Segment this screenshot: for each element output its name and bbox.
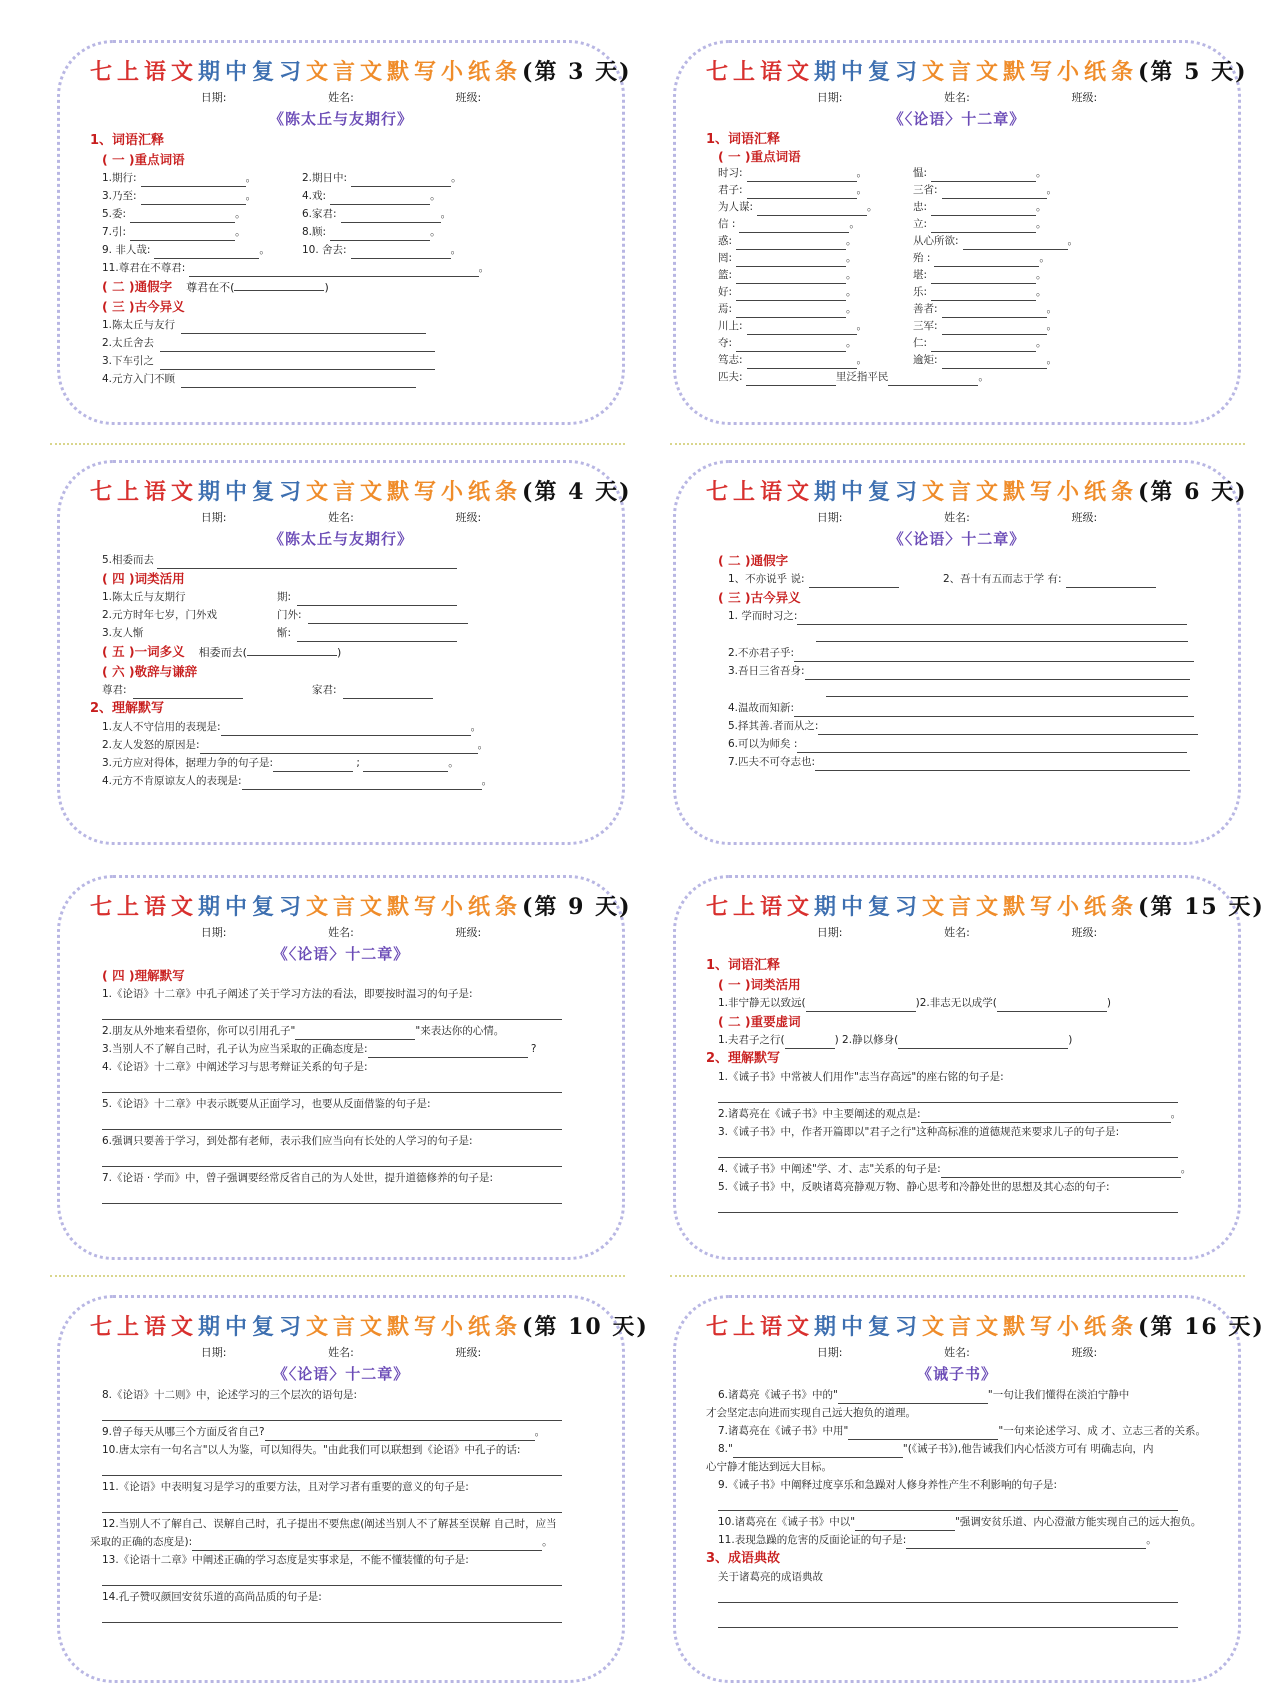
answer-blank[interactable] [818, 721, 1198, 735]
class-label[interactable]: 班级: [455, 926, 482, 939]
answer-blank[interactable] [242, 776, 482, 790]
answer-blank[interactable] [736, 237, 846, 250]
card-day-15 [673, 875, 1265, 1260]
list-item: 川上: 。 三军: 。 [706, 318, 1208, 335]
answer-blank[interactable] [154, 245, 259, 259]
answer-line[interactable] [102, 1005, 562, 1020]
answer-line[interactable] [718, 1588, 1178, 1603]
list-item: 2.太丘舍去 [90, 334, 592, 352]
answer-blank[interactable] [160, 338, 435, 352]
answer-blank[interactable] [931, 169, 1036, 182]
name-label[interactable]: 姓名: [328, 91, 354, 104]
answer-line[interactable] [718, 1198, 1178, 1213]
list-item: 10.诸葛亮在《诫子书》中以" "强调安贫乐道、内心澄澈方能实现自己的远大抱负。 [706, 1513, 1208, 1531]
name-label[interactable]: 姓名: [944, 511, 970, 524]
list-item: 7.《论语 · 学而》中，曾子强调要经常反省自己的为人处世，提升道德修养的句子是: [102, 1172, 494, 1184]
date-label[interactable]: 日期: [200, 511, 227, 524]
date-label[interactable]: 日期: [200, 1346, 227, 1359]
answer-line[interactable] [102, 1406, 562, 1421]
answer-blank[interactable] [297, 592, 457, 606]
list-item: 3.吾日三省吾身: [706, 662, 1208, 680]
list-item: 3.元方应对得体，据理力争的句子是: ; 。 [90, 754, 592, 772]
answer-blank[interactable] [1066, 574, 1156, 588]
list-item: 3.下车引之 [90, 352, 592, 370]
answer-blank[interactable] [273, 758, 353, 772]
answer-blank[interactable] [797, 611, 1187, 625]
answer-blank[interactable] [181, 320, 426, 334]
answer-line[interactable] [718, 1613, 1178, 1628]
list-item: 夺: 。 仁: 。 [706, 335, 1208, 352]
list-item: 6.可以为师矣 : [706, 735, 1208, 753]
list-item: 14.孔子赞叹颜回安贫乐道的高尚品质的句子是: [102, 1591, 322, 1603]
answer-blank[interactable] [739, 220, 849, 233]
card-subtitle: 《〈论语〉十二章》 [888, 110, 1026, 128]
list-item: 时习: 。 愠: 。 [706, 165, 1208, 182]
answer-blank[interactable] [341, 209, 441, 223]
subsection-heading: ( 二 )重要虚词 [718, 1014, 801, 1029]
answer-blank[interactable] [747, 169, 857, 182]
list-item: 6.强调只要善于学习，到处都有老师，表示我们应当向有长处的人学习的句子是: [102, 1135, 473, 1147]
class-label[interactable]: 班级: [1071, 1346, 1098, 1359]
info-header [90, 509, 592, 527]
list-item: 9.曾子每天从哪三个方面反省自己? 。 [90, 1423, 592, 1441]
answer-blank[interactable] [942, 186, 1047, 199]
answer-blank[interactable] [234, 278, 324, 291]
card-subtitle: 《〈论语〉十二章》 [272, 1365, 410, 1383]
list-item: 5.相委而去 [90, 551, 592, 569]
answer-blank[interactable] [838, 1390, 988, 1404]
date-label[interactable]: 日期: [816, 511, 843, 524]
subsection-heading: ( 三 )古今异义 [102, 299, 185, 314]
card-day-6 [673, 460, 1248, 845]
card-day-10 [57, 1295, 649, 1683]
subsection-heading: ( 六 )敬辞与谦辞 [102, 664, 198, 679]
answer-blank[interactable] [160, 356, 435, 370]
list-item: 11.表现急躁的危害的反面论证的句子是: 。 [706, 1531, 1208, 1549]
answer-blank[interactable] [747, 322, 857, 335]
list-item: 1. 学而时习之: [706, 607, 1208, 625]
subsection-heading: ( 一 )重点词语 [718, 149, 801, 164]
list-item: 篮: 。 堪: 。 [706, 267, 1208, 284]
card-title: 七上语文期中复习文言文默写小纸条(第 6 天) [706, 479, 1248, 505]
answer-blank[interactable] [297, 628, 457, 642]
card-title: 七上语文期中复习文言文默写小纸条(第 5 天) [706, 59, 1248, 85]
answer-blank[interactable] [931, 220, 1036, 233]
list-item: 1、不亦说乎 说: 2、吾十有五而志于学 有: [706, 570, 1208, 588]
list-item: 2.不亦君子乎: [706, 644, 1208, 662]
list-item: 3.当别人不了解自己时，孔子认为应当采取的正确态度是: ? [90, 1040, 592, 1058]
card-day-16 [673, 1295, 1265, 1683]
answer-blank[interactable] [997, 998, 1107, 1012]
answer-blank[interactable] [805, 666, 1190, 680]
card-subtitle: 《诫子书》 [916, 1365, 997, 1383]
answer-line[interactable] [718, 1088, 1178, 1103]
list-item: 匹夫: 里泛指平民 。 [706, 369, 1208, 386]
answer-blank[interactable] [330, 227, 430, 241]
answer-blank[interactable] [736, 305, 846, 318]
list-item: 10.唐太宗有一句名言"以人为鉴，可以知得失。"由此我们可以联想到《论语》中孔子的话: [102, 1444, 521, 1456]
separator [50, 443, 625, 445]
card-subtitle: 《〈论语〉十二章》 [888, 530, 1026, 548]
answer-blank[interactable] [941, 1164, 1181, 1178]
list-item: 笃志: 。 逾矩: 。 [706, 352, 1208, 369]
answer-blank[interactable] [133, 685, 243, 699]
list-item: 8." "(《诫子书》),他告诫我们内心恬淡方可有 明确志向，内 [706, 1440, 1208, 1458]
answer-blank[interactable] [855, 1517, 955, 1531]
subsection-heading: ( 四 )词类活用 [102, 571, 185, 586]
answer-blank[interactable] [736, 271, 846, 284]
separator [670, 1275, 1245, 1277]
list-item: 心宁静才能达到远大目标。 [706, 1461, 832, 1473]
section-heading: 1、词语汇释 [706, 132, 781, 147]
answer-line[interactable] [718, 1496, 1178, 1511]
section-heading: 2、理解默写 [90, 701, 165, 716]
list-item: 6.诸葛亮《诫子书》中的" "一句让我们懂得在淡泊宁静中 [706, 1386, 1208, 1404]
list-item: 12.当别人不了解自己、误解自己时，孔子提出不要焦虑(阐述当别人不了解甚至误解 自己时，应当 [102, 1518, 557, 1530]
list-item: 9.《诫子书》中阐释过度享乐和急躁对人修身养性产生不利影响的句子是: [718, 1479, 1058, 1491]
answer-line[interactable] [102, 1498, 562, 1513]
answer-blank[interactable] [736, 254, 846, 267]
list-item: 4.元方不肯原谅友人的表现是: 。 [90, 772, 592, 790]
list-item: 11.《论语》中表明复习是学习的重要方法，且对学习者有重要的意义的句子是: [102, 1481, 469, 1493]
answer-blank[interactable] [942, 356, 1047, 369]
section-heading: 3、成语典故 [706, 1551, 781, 1566]
answer-line[interactable] [102, 1461, 562, 1476]
subsection-heading: ( 二 )通假字 尊君在不( ) [102, 279, 329, 294]
list-item: 7.匹夫不可夺志也: [706, 753, 1208, 771]
subsection-heading: ( 一 )词类活用 [718, 977, 801, 992]
info-header [706, 924, 1208, 942]
subsection-heading: ( 五 )一词多义 相委而去( ) [102, 644, 342, 659]
separator [50, 1275, 625, 1277]
card-title: 七上语文期中复习文言文默写小纸条(第 10 天) [90, 1314, 649, 1340]
list-item: 7.诸葛亮在《诫子书》中用" "一句来论述学习、成 才、立志三者的关系。 [706, 1422, 1208, 1440]
list-item: 1.夫君子之行( ) 2.静以修身( ) [706, 1031, 1208, 1049]
subsection-heading: ( 二 )通假字 [718, 553, 789, 568]
name-label[interactable]: 姓名: [944, 926, 970, 939]
answer-line[interactable] [102, 1189, 562, 1204]
answer-blank[interactable] [746, 372, 836, 386]
answer-line[interactable] [102, 1152, 562, 1167]
list-item: 4.元方入门不顾 [90, 370, 592, 388]
list-item: 好: 。 乐: 。 [706, 284, 1208, 301]
section-heading: 1、词语汇释 [706, 958, 781, 973]
answer-blank[interactable] [368, 1044, 528, 1058]
list-item: 4.《论语》十二章》中阐述学习与思考辩证关系的句子是: [102, 1061, 368, 1073]
list-item: 4.《诫子书》中阐述"学、才、志"关系的句子是: 。 [706, 1160, 1208, 1178]
answer-blank[interactable] [363, 758, 448, 772]
answer-blank[interactable] [130, 209, 235, 223]
info-header [90, 924, 592, 942]
list-item: 8.《论语》十二则》中，论述学习的三个层次的语句是: [102, 1389, 358, 1401]
list-item: 1.友人不守信用的表现是: 。 [90, 718, 592, 736]
list-item: 尊君: 家君: [90, 681, 592, 699]
list-item: 3.乃至: 。 4.戏: 。 [90, 187, 592, 205]
card-day-9 [57, 875, 632, 1260]
answer-blank[interactable] [809, 574, 899, 588]
answer-blank[interactable] [130, 227, 235, 241]
answer-blank[interactable] [736, 288, 846, 301]
answer-line[interactable] [102, 1115, 562, 1130]
answer-blank[interactable] [181, 374, 416, 388]
name-label[interactable]: 姓名: [944, 1346, 970, 1359]
answer-blank[interactable] [157, 555, 457, 569]
date-label[interactable]: 日期: [816, 91, 843, 104]
list-item: 2.友人发怒的原因是: 。 [90, 736, 592, 754]
info-header [706, 1344, 1208, 1362]
answer-line[interactable] [718, 1143, 1178, 1158]
answer-line[interactable] [102, 1608, 562, 1623]
answer-blank[interactable] [295, 1026, 415, 1040]
subsection-heading: ( 一 )重点词语 [102, 152, 185, 167]
answer-blank[interactable] [200, 740, 478, 754]
card-title: 七上语文期中复习文言文默写小纸条(第 9 天) [90, 894, 632, 920]
answer-blank[interactable] [192, 1537, 542, 1551]
list-item: 1.《诫子书》中常被人们用作"志当存高远"的座右铭的句子是: [718, 1071, 1004, 1083]
answer-blank[interactable] [141, 191, 246, 205]
class-label[interactable]: 班级: [1071, 926, 1098, 939]
list-item: 罔: 。 殆 : 。 [706, 250, 1208, 267]
separator [670, 443, 1245, 445]
list-item: 3.友人惭 惭: [90, 624, 592, 642]
section-heading: 1、词语汇释 [90, 133, 165, 148]
answer-blank[interactable] [942, 305, 1047, 318]
subsection-heading: ( 三 )古今异义 [718, 590, 801, 605]
answer-blank[interactable] [221, 722, 471, 736]
answer-blank[interactable] [189, 263, 479, 277]
answer-blank[interactable] [931, 203, 1036, 216]
card-title: 七上语文期中复习文言文默写小纸条(第 15 天) [706, 894, 1265, 920]
list-item: 1.陈太丘与友期行 期: [90, 588, 592, 606]
answer-blank[interactable] [785, 1035, 835, 1049]
list-item: 1.《论语》十二章》中孔子阐述了关于学习方法的看法，即要按时温习的句子是: [102, 988, 473, 1000]
list-item: 3.《诫子书》中，作者开篇即以"君子之行"这种高标准的道德规范来要求儿子的句子是: [718, 1126, 1120, 1138]
card-title: 七上语文期中复习文言文默写小纸条(第 16 天) [706, 1314, 1265, 1340]
list-item: 2.元方时年七岁，门外戏 门外: [90, 606, 592, 624]
answer-blank[interactable] [351, 173, 451, 187]
answer-blank[interactable] [736, 339, 846, 352]
class-label[interactable]: 班级: [455, 1346, 482, 1359]
answer-blank[interactable] [898, 1035, 1068, 1049]
list-item: 2.诸葛亮在《诫子书》中主要阐述的观点是: 。 [706, 1105, 1208, 1123]
answer-blank[interactable] [794, 703, 1194, 717]
card-subtitle: 《陈太丘与友期行》 [268, 530, 413, 548]
list-item: 13.《论语十二章》中阐述正确的学习态度是实事求是，不能不懂装懂的句子是: [102, 1554, 469, 1566]
answer-blank[interactable] [963, 237, 1068, 250]
answer-blank[interactable] [942, 322, 1047, 335]
answer-blank[interactable] [351, 245, 451, 259]
list-item: 信 : 。 立: 。 [706, 216, 1208, 233]
answer-blank[interactable] [815, 757, 1190, 771]
answer-blank[interactable] [806, 998, 916, 1012]
answer-blank[interactable] [797, 739, 1187, 753]
name-label[interactable]: 姓名: [944, 91, 970, 104]
class-label[interactable]: 班级: [455, 91, 482, 104]
answer-line[interactable] [102, 1571, 562, 1586]
answer-blank[interactable] [931, 288, 1036, 301]
list-item: 11.尊君在不尊君: 。 [90, 259, 592, 277]
card-title: 七上语文期中复习文言文默写小纸条(第 4 天) [90, 479, 632, 505]
answer-blank[interactable] [265, 1427, 535, 1441]
list-item: 1.期行: 。 2.期日中: 。 [90, 169, 592, 187]
answer-blank[interactable] [747, 356, 857, 369]
answer-blank[interactable] [757, 203, 867, 216]
class-label[interactable]: 班级: [455, 511, 482, 524]
card-title: 七上语文期中复习文言文默写小纸条(第 3 天) [90, 59, 632, 85]
list-item: 1.非宁静无以致远( )2.非志无以成学( ) [706, 994, 1208, 1012]
list-item: 2.朋友从外地来看望你，你可以引用孔子" "来表达你的心情。 [90, 1022, 592, 1040]
answer-blank[interactable] [848, 1426, 998, 1440]
answer-blank[interactable] [934, 254, 1039, 267]
answer-line[interactable] [102, 1078, 562, 1093]
card-subtitle: 《陈太丘与友期行》 [268, 110, 413, 128]
list-item: 惑: 。 从心所欲: 。 [706, 233, 1208, 250]
list-item: 5.《诫子书》中，反映诸葛亮静观万物、静心思考和冷静处世的思想及其心态的句子: [718, 1181, 1110, 1193]
answer-blank[interactable] [247, 643, 337, 656]
card-day-3 [57, 40, 632, 425]
answer-blank[interactable] [308, 610, 468, 624]
list-item: 1.陈太丘与友行 [90, 316, 592, 334]
info-header [90, 89, 592, 107]
info-header [706, 89, 1208, 107]
date-label[interactable]: 日期: [200, 91, 227, 104]
date-label[interactable]: 日期: [816, 1346, 843, 1359]
answer-line[interactable] [826, 682, 1188, 697]
answer-blank[interactable] [931, 271, 1036, 284]
subsection-heading: ( 四 )理解默写 [102, 968, 185, 983]
class-label[interactable]: 班级: [1071, 511, 1098, 524]
list-item: 7.引: 。 8.顾: 。 [90, 223, 592, 241]
section-heading: 2、理解默写 [706, 1051, 781, 1066]
info-header [90, 1344, 592, 1362]
answer-blank[interactable] [906, 1535, 1146, 1549]
answer-blank[interactable] [343, 685, 433, 699]
list-item: 采取的正确的态度是): 。 [90, 1533, 592, 1551]
info-header [706, 509, 1208, 527]
list-item: 君子: 。 三省: 。 [706, 182, 1208, 199]
list-item: 为人谋: 。 忠: 。 [706, 199, 1208, 216]
date-label[interactable]: 日期: [816, 926, 843, 939]
name-label[interactable]: 姓名: [328, 511, 354, 524]
list-item: 关于诸葛亮的成语典故 [718, 1571, 823, 1583]
name-label[interactable]: 姓名: [328, 1346, 354, 1359]
answer-blank[interactable] [330, 191, 430, 205]
answer-line[interactable] [816, 627, 1188, 642]
answer-blank[interactable] [888, 372, 978, 386]
answer-blank[interactable] [931, 339, 1036, 352]
answer-blank[interactable] [747, 186, 857, 199]
list-item: 5.《论语》十二章》中表示既要从正面学习，也要从反面借鉴的句子是: [102, 1098, 431, 1110]
list-item: 才会坚定志向进而实现自己远大抱负的道理。 [706, 1407, 916, 1419]
list-item: 5.委: 。 6.家君: 。 [90, 205, 592, 223]
list-item: 9. 非人哉: 。 10. 舍去: 。 [90, 241, 592, 259]
card-day-5 [673, 40, 1248, 425]
answer-blank[interactable] [794, 648, 1194, 662]
answer-blank[interactable] [141, 173, 246, 187]
list-item: 焉: 。 善者: 。 [706, 301, 1208, 318]
class-label[interactable]: 班级: [1071, 91, 1098, 104]
name-label[interactable]: 姓名: [328, 926, 354, 939]
card-day-4 [57, 460, 632, 845]
card-subtitle: 《〈论语〉十二章》 [272, 945, 410, 963]
answer-blank[interactable] [921, 1109, 1171, 1123]
answer-blank[interactable] [733, 1444, 903, 1458]
date-label[interactable]: 日期: [200, 926, 227, 939]
list-item: 4.温故而知新: [706, 699, 1208, 717]
list-item: 5.择其善.者而从之: [706, 717, 1208, 735]
